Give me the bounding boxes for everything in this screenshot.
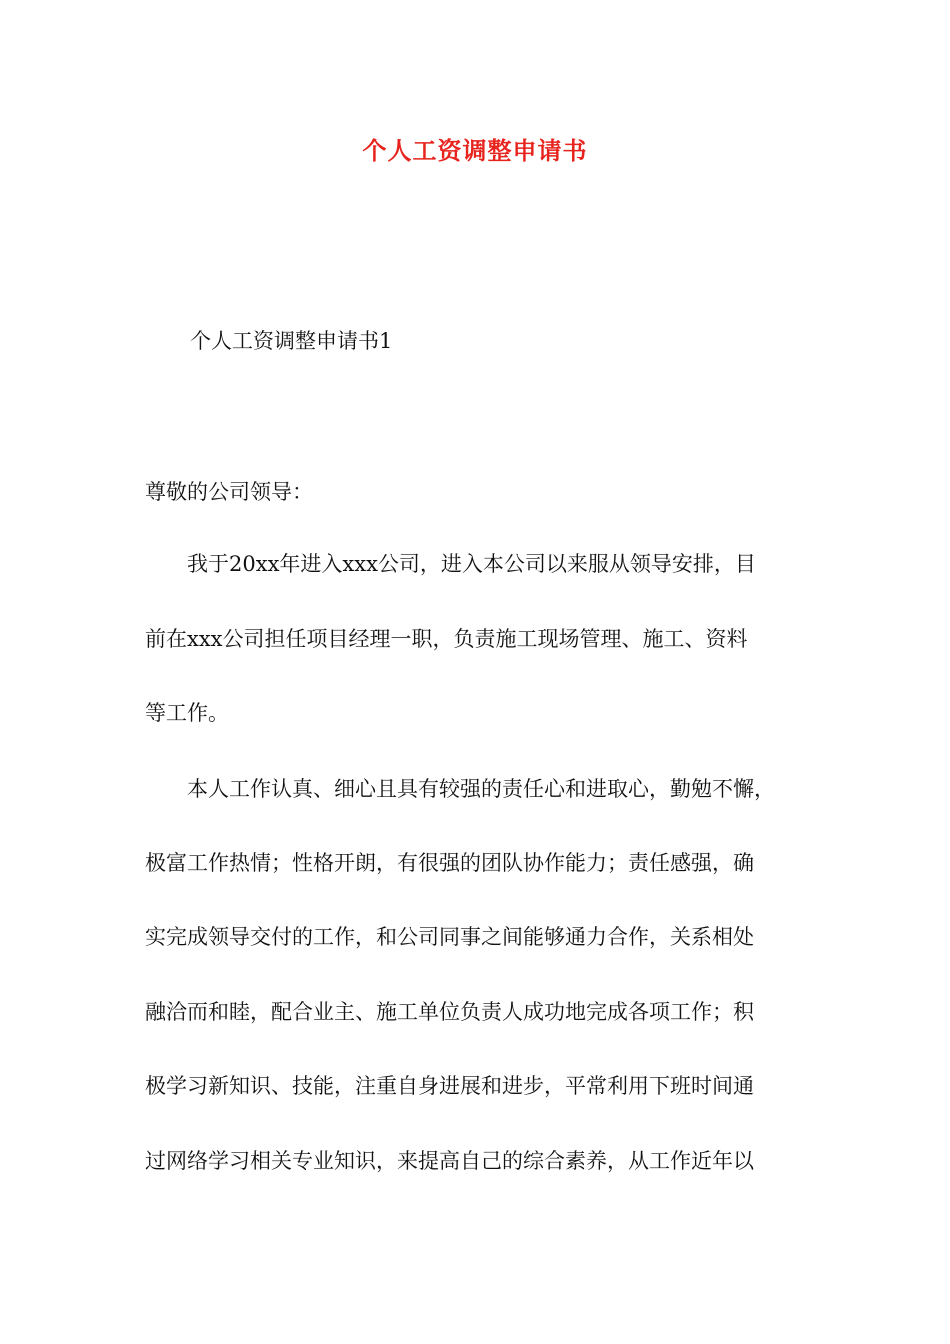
body-line-1: 我于20xx年进入xxx公司，进入本公司以来服从领导安排，目: [145, 552, 756, 576]
body-line-2: 前在xxx公司担任项目经理一职，负责施工现场管理、施工、资料: [145, 627, 748, 651]
body-line-8: 极学习新知识、技能，注重自身进展和进步，平常利用下班时间通: [145, 1074, 754, 1098]
body-line-6: 实完成领导交付的工作，和公司同事之间能够通力合作，关系相处: [145, 925, 754, 949]
body-line-9: 过网络学习相关专业知识，来提高自己的综合素养，从工作近年以: [145, 1149, 754, 1173]
body-line-7: 融洽而和睦，配合业主、施工单位负责人成功地完成各项工作；积: [145, 1000, 754, 1024]
body-line-4: 本人工作认真、细心且具有较强的责任心和进取心，勤勉不懈，: [145, 777, 775, 801]
section-heading: 个人工资调整申请书1: [190, 329, 393, 353]
salutation: 尊敬的公司领导：: [145, 480, 313, 504]
body-line-5: 极富工作热情；性格开朗，有很强的团队协作能力；责任感强，确: [145, 851, 754, 875]
body-line-3: 等工作。: [145, 701, 229, 725]
document-title: 个人工资调整申请书: [362, 136, 588, 165]
